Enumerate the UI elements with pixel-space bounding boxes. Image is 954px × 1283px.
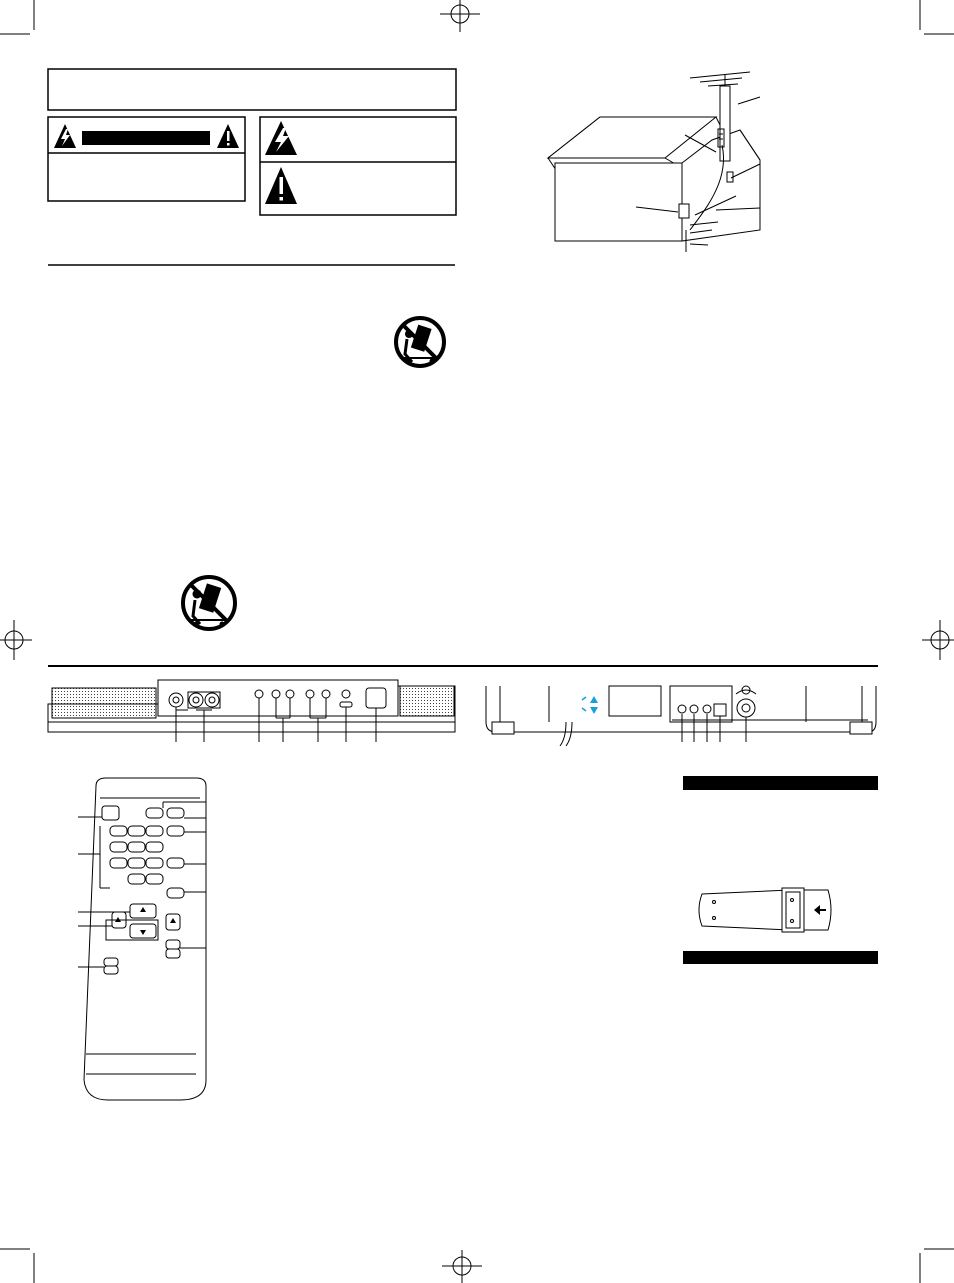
antenna-grounding-diagram: [548, 72, 760, 252]
battery-section-header-bar: [683, 776, 878, 790]
tv-back-panel-diagram: [486, 686, 876, 746]
tv-front-panel-diagram: [48, 680, 455, 742]
registration-mark-bottom: [442, 1250, 482, 1283]
caution-header-box: [48, 69, 456, 110]
risk-of-shock-label: [48, 117, 245, 201]
remote-control-diagram: [78, 778, 206, 1100]
lightning-bolt-triangle-icon: [265, 121, 297, 155]
registration-mark-left: [0, 620, 32, 660]
portable-cart-warning-icon: [396, 318, 444, 366]
exclamation-triangle-icon: [217, 124, 239, 148]
lightning-bolt-triangle-icon: [54, 124, 76, 148]
symbol-explanation-box: [260, 117, 456, 215]
portable-cart-warning-icon: [183, 577, 235, 629]
exclamation-triangle-icon: [265, 167, 297, 204]
battery-section-footer-bar: [683, 951, 878, 964]
remote-battery-compartment-diagram: [699, 888, 831, 932]
registration-mark-top: [440, 0, 480, 32]
registration-mark-right: [922, 620, 954, 660]
